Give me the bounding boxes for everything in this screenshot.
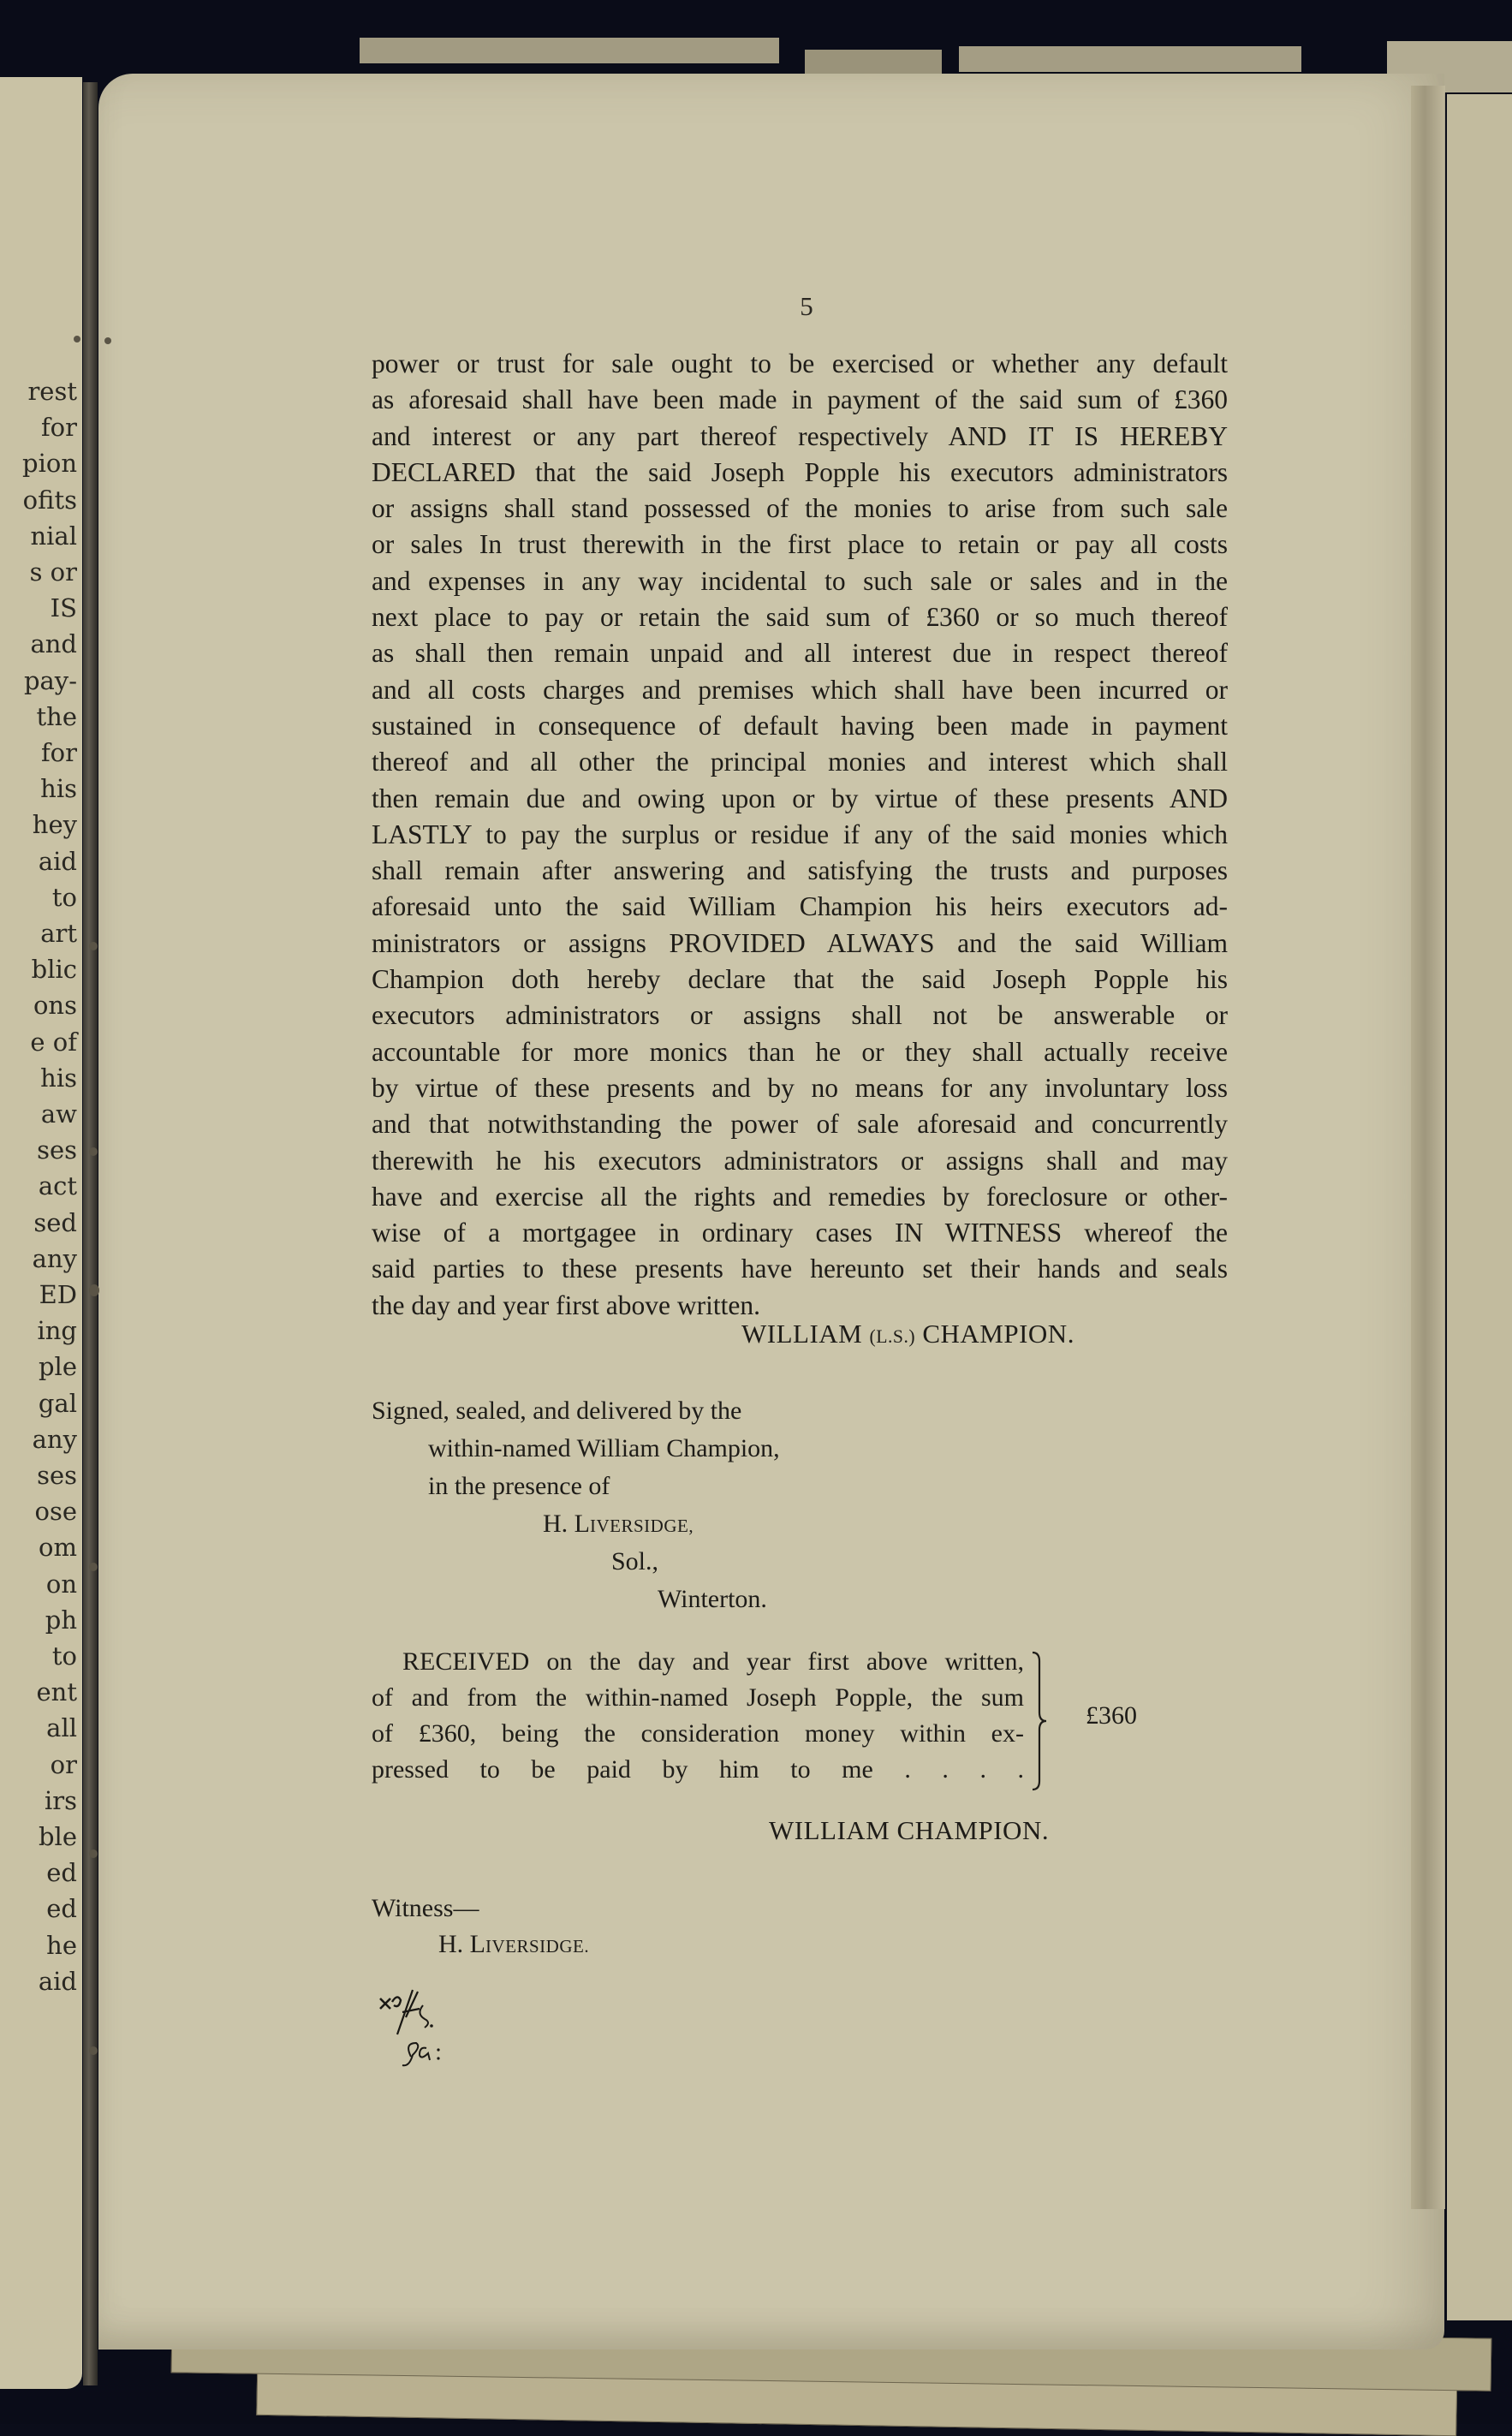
left-page-text-fragment: any [32, 1243, 77, 1273]
left-page-text-fragment: all [46, 1713, 77, 1743]
left-page-text-fragment: for [40, 738, 77, 767]
body-line: as aforesaid shall have been made in payment of the said sum of £360 [372, 384, 1228, 415]
signature-first-name: WILLIAM [741, 1319, 863, 1349]
body-line: LASTLY to pay the surplus or residue if any of the said monies which [372, 819, 1228, 849]
left-page-text-fragment: gal [38, 1388, 77, 1418]
body-line: as shall then remain unpaid and all interest due in respect thereof [372, 638, 1228, 669]
body-line: DECLARED that the said Joseph Popple his executors administrators [372, 456, 1228, 487]
body-line: or assigns shall stand possessed of the monies to arise from such sale [372, 493, 1228, 524]
witness-surname: IVERSIDGE. [485, 1936, 590, 1957]
signature-line [741, 1319, 1074, 1349]
left-page-text-fragment: nial [30, 521, 77, 551]
left-page-text-fragment: the [36, 701, 77, 731]
body-line: therewith he his executors administrators or assigns shall and may [372, 1145, 1228, 1176]
receipt-line: RECEIVED on the day and year first above written, [402, 1647, 1024, 1676]
body-line: thereof and all other the principal monies and interest which shall [372, 747, 1228, 777]
left-page-text-fragment: pion [22, 449, 77, 479]
left-page-text-fragment: on [45, 1569, 77, 1599]
seal-mark: (L.S.) [869, 1326, 916, 1347]
receipt-clause [372, 1644, 1022, 1788]
left-page-text-fragment: hey [32, 810, 77, 840]
left-page-text-fragment: ed [46, 1858, 77, 1888]
left-page-text-fragment: ing [37, 1316, 77, 1346]
witness-surname: IVERSIDGE, [590, 1516, 694, 1536]
body-line: have and exercise all the rights and remedies by foreclosure or other- [372, 1181, 1228, 1212]
body-line: aforesaid unto the said William Champion his heirs executors ad- [372, 891, 1228, 922]
left-page-text-fragment: his [40, 774, 77, 804]
left-page-text-fragment: to [51, 882, 77, 912]
left-page-text-fragment: ses [37, 1461, 77, 1490]
binding-stitch [89, 1849, 98, 1858]
body-line: executors administrators or assigns shall not be answerable or [372, 1000, 1228, 1031]
binding-stitch [89, 1563, 98, 1571]
body-line: Champion doth hereby declare that the said Joseph Popple his [372, 964, 1228, 995]
left-page-text-fragment: for [40, 413, 77, 443]
left-page-text-fragment: ED [39, 1280, 77, 1309]
body-line: and all costs charges and premises which shall have been incurred or [372, 674, 1228, 705]
receipt-signature: WILLIAM CHAMPION. [769, 1815, 1050, 1845]
left-page-text-fragment: ose [34, 1497, 77, 1527]
left-page-text-fragment: ble [38, 1822, 77, 1851]
left-page-text-fragment: any [32, 1424, 77, 1454]
left-page-text-fragment: aw [40, 1099, 77, 1129]
receipt-amount: £360 [1086, 1701, 1137, 1730]
receipt-line: pressed to be paid by him to me . . . . [372, 1755, 1024, 1784]
binding-stitch [89, 942, 98, 950]
receipt-line: of £360, being the consideration money within ex- [372, 1719, 1024, 1748]
right-page-edge [1447, 94, 1512, 2320]
left-page-text-fragment: e of [30, 1027, 77, 1057]
left-page-text-fragment: he [46, 1930, 77, 1960]
body-line: and that notwithstanding the power of sale aforesaid and concurrently [372, 1109, 1228, 1140]
torn-sheet-edge [805, 50, 942, 75]
right-brace-icon [1031, 1651, 1048, 1791]
body-line: said parties to these presents have hereunto set their hands and seals [372, 1254, 1228, 1284]
left-page-text-fragment: or [50, 1749, 77, 1779]
body-line: by virtue of these presents and by no means for any involuntary loss [372, 1072, 1228, 1103]
binding-stitch [89, 1284, 99, 1296]
body-line: the day and year first above written. [372, 1289, 760, 1320]
body-line: and interest or any part thereof respectively AND IT IS HEREBY [372, 420, 1228, 451]
body-line: sustained in consequence of default having been made in payment [372, 710, 1228, 741]
left-page-text-fragment: blic [31, 955, 77, 985]
receipt-line: of and from the within-named Joseph Popple, the sum [372, 1683, 1024, 1712]
left-page-text-fragment: ph [45, 1605, 77, 1635]
witness-title: Sol., [611, 1547, 659, 1575]
left-page-text-fragment: IS [50, 593, 77, 623]
left-page-text-fragment: act [38, 1171, 77, 1201]
page-number: 5 [800, 291, 813, 321]
left-page-text-fragment: ent [36, 1677, 77, 1707]
body-line: shall remain after answering and satisfying the trusts and purposes [372, 855, 1228, 886]
torn-sheet-edge [959, 46, 1301, 72]
witness-place: Winterton. [658, 1585, 767, 1613]
binding-stitch [74, 336, 80, 342]
left-page-text-fragment: pay- [23, 665, 77, 695]
left-page-text-fragment: ofits [22, 485, 77, 515]
left-page-text-fragment: aid [38, 846, 77, 876]
body-line: or sales In trust therewith in the first place to retain or pay all costs [372, 529, 1228, 560]
left-page-text-fragment: ed [46, 1894, 77, 1924]
left-page-text-fragment: sed [33, 1207, 77, 1237]
page-fold [1411, 86, 1445, 2209]
binding-stitch [89, 1147, 98, 1156]
body-line: wise of a mortgagee in ordinary cases IN WITNESS whereof the [372, 1218, 1228, 1248]
left-page-text-fragment: and [30, 629, 77, 659]
left-page-text-fragment: ple [38, 1352, 77, 1382]
binding-stitch [89, 2046, 98, 2055]
body-line: then remain due and owing upon or by virtue of these presents AND [372, 783, 1228, 813]
left-page-text-fragment: ons [33, 991, 77, 1021]
left-page-text-fragment: aid [38, 1966, 77, 1996]
body-line: ministrators or assigns PROVIDED ALWAYS and the said William [372, 927, 1228, 958]
attestation-line: Signed, sealed, and delivered by the [372, 1397, 742, 1425]
body-line: next place to pay or retain the said sum of £360 or so much thereof [372, 602, 1228, 633]
handwritten-annotation [378, 1983, 481, 2077]
signature-last-name: CHAMPION. [922, 1319, 1074, 1349]
left-page-text-fragment: irs [44, 1785, 77, 1815]
left-page-text-fragment: art [40, 919, 77, 948]
witness-initial: H. L [543, 1510, 590, 1538]
left-page-text-fragment: to [51, 1641, 77, 1671]
witness-name [438, 1930, 589, 1959]
left-page-text-fragment: his [40, 1063, 77, 1093]
attestation-line: in the presence of [428, 1472, 610, 1500]
attestation-line: within-named William Champion, [428, 1434, 780, 1462]
torn-sheet-edge [360, 38, 779, 63]
book-gutter [83, 82, 98, 2385]
left-page-text-fragment: om [39, 1533, 77, 1563]
witness-initial: H. L [438, 1930, 485, 1958]
left-page [0, 77, 82, 2389]
binding-stitch [104, 337, 111, 344]
deed-body-text [372, 346, 1228, 1324]
body-line: power or trust for sale ought to be exercised or whether any default [372, 348, 1228, 378]
body-line: accountable for more monics than he or they shall actually receive [372, 1036, 1228, 1067]
body-line: and expenses in any way incidental to such sale or sales and in the [372, 565, 1228, 596]
left-page-text-fragment: ses [37, 1135, 77, 1165]
witness-label: Witness— [372, 1894, 479, 1922]
left-page-text-fragment: rest [27, 377, 77, 406]
attesting-witness [543, 1505, 693, 1545]
left-page-text-fragment: s or [29, 557, 77, 587]
